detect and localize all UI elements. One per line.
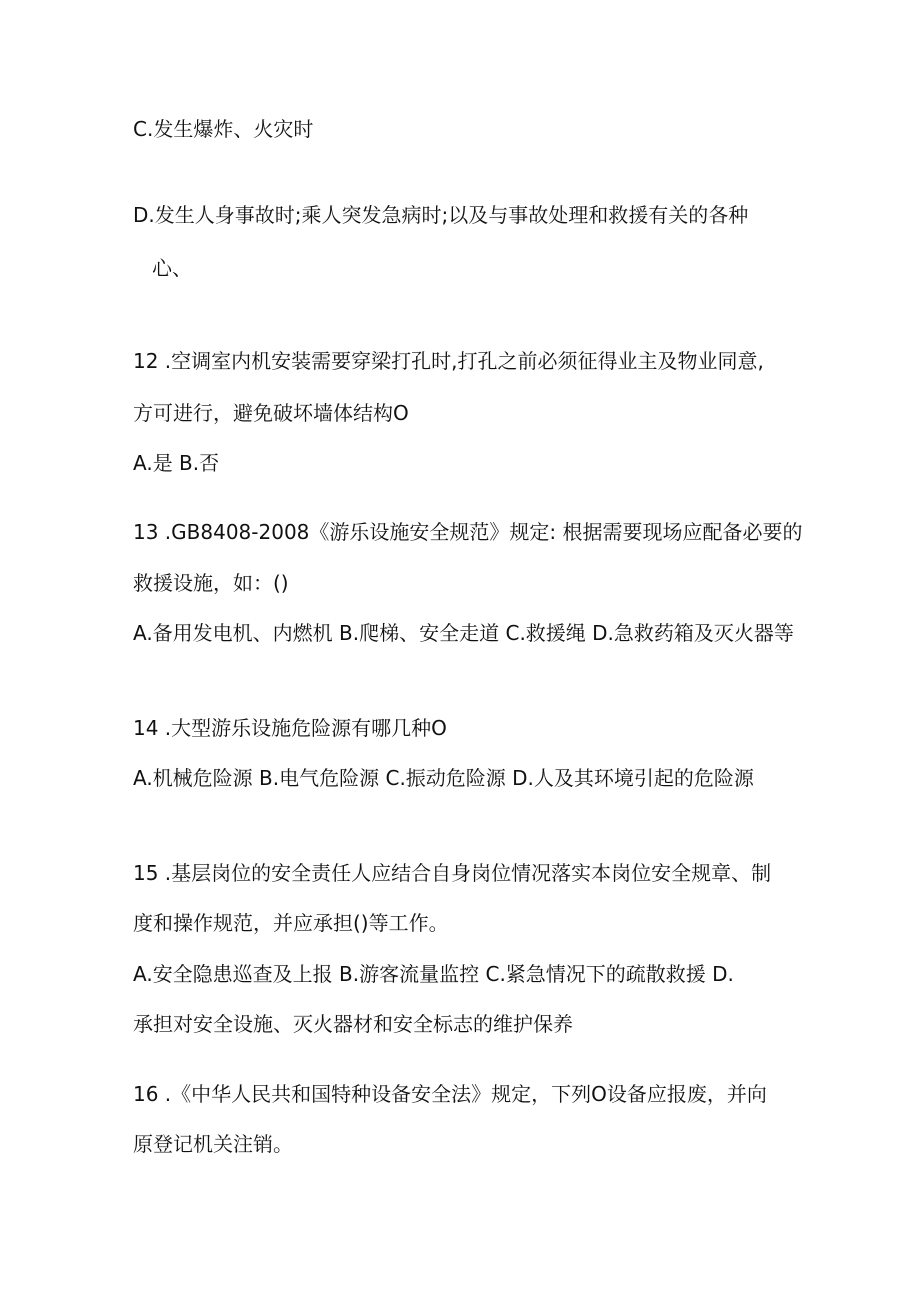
option-d-continuation: 心、	[152, 256, 192, 280]
question-15-options-line-2: 承担对安全设施、灭火器材和安全标志的维护保养	[133, 1012, 573, 1036]
question-12-options: A.是 B.否	[133, 451, 220, 475]
question-13-options: A.备用发电机、内燃机 B.爬梯、安全走道 C.救援绳 D.急救药箱及灭火器等	[133, 621, 794, 645]
option-d-line: D.发生人身事故时;乘人突发急病时;以及与事故处理和救援有关的各种	[133, 203, 749, 227]
question-15-options-line-1: A.安全隐患巡查及上报 B.游客流量监控 C.紧急情况下的疏散救援 D.	[133, 962, 734, 986]
question-13-line-1: 13 .GB8408-2008《游乐设施安全规范》规定: 根据需要现场应配备必要的	[133, 520, 803, 544]
question-15-line-1: 15 .基层岗位的安全责任人应结合自身岗位情况落实本岗位安全规章、制	[133, 861, 772, 885]
question-16-line-2: 原登记机关注销。	[133, 1132, 293, 1156]
question-12-line-2: 方可进行，避免破坏墙体结构O	[133, 401, 409, 425]
question-15-line-2: 度和操作规范，并应承担()等工作。	[133, 911, 449, 935]
question-12-line-1: 12 .空调室内机安装需要穿梁打孔时,打孔之前必须征得业主及物业同意,	[133, 349, 764, 373]
question-14-options: A.机械危险源 B.电气危险源 C.振动危险源 D.人及其环境引起的危险源	[133, 766, 754, 790]
question-14-line-1: 14 .大型游乐设施危险源有哪几种O	[133, 716, 447, 740]
option-c-line: C.发生爆炸、火灾时	[133, 117, 314, 141]
question-16-line-1: 16 .《中华人民共和国特种设备安全法》规定，下列O设备应报废，并向	[133, 1082, 767, 1106]
question-13-line-2: 救援设施，如：()	[133, 571, 289, 595]
